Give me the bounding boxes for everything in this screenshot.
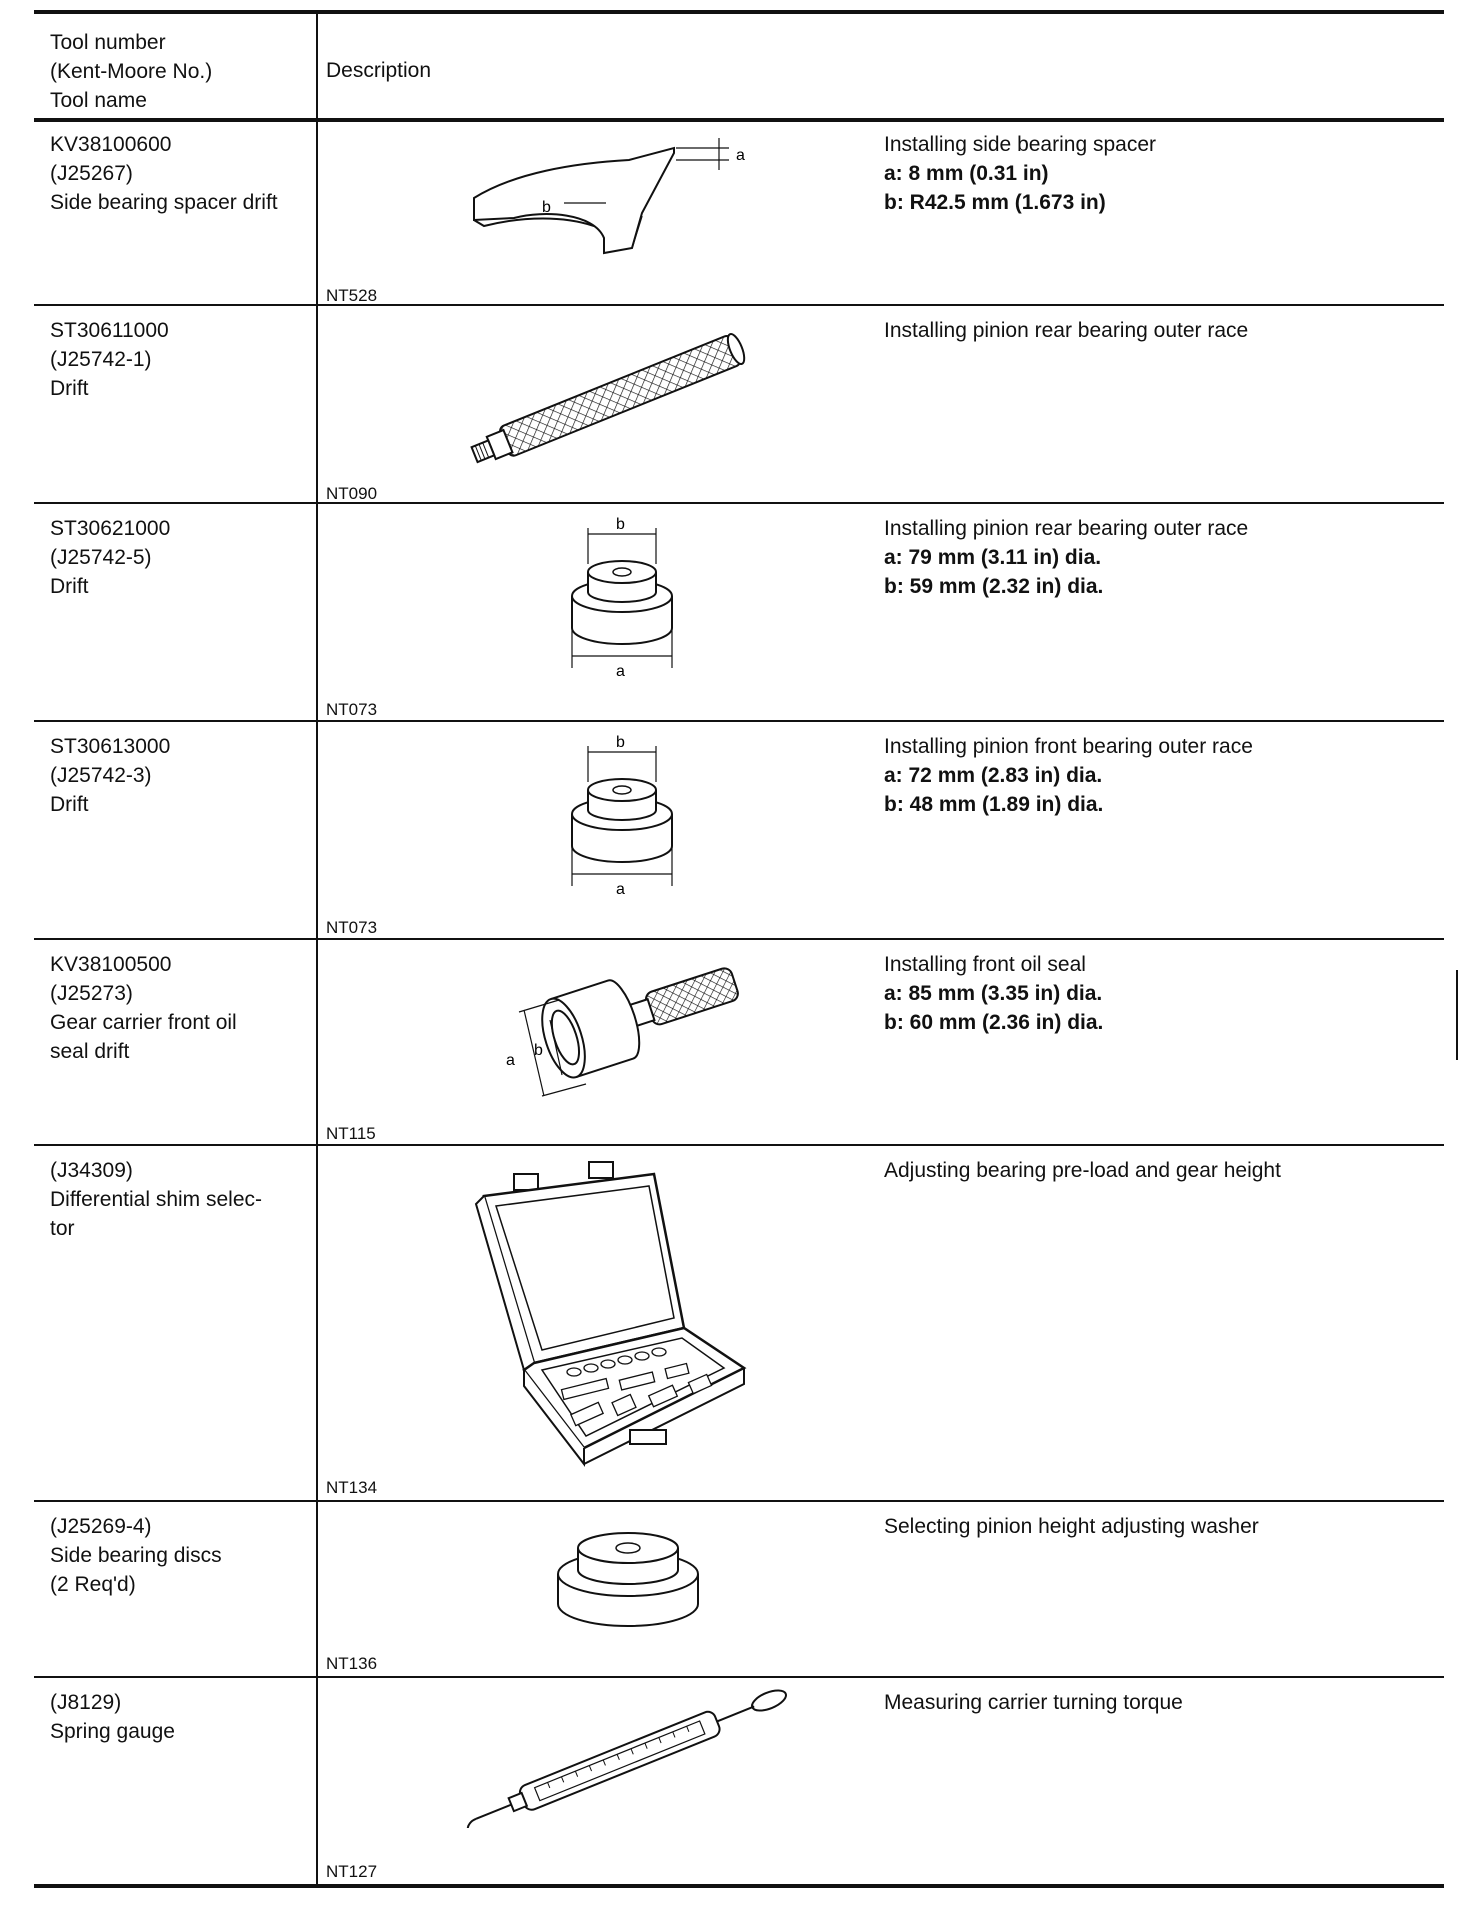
table-row [34,304,1444,502]
dimension-label-b: b [616,734,625,751]
row-rule [34,1676,1444,1678]
dimension-label-a: a [616,663,625,680]
figure-code: NT073 [326,700,378,719]
header-rule [34,118,1444,122]
tool-id: KV38100500 (J25273) Gear carrier front oil seal drift [50,953,237,1063]
tool-description [884,316,1434,345]
knurled-drift-handle-icon [444,324,784,464]
description-text: Installing front oil seal [884,953,1086,976]
table-row [34,938,1444,1144]
tool-id: KV38100600 (J25267) Side bearing spacer drift [50,133,278,214]
header-tool-column: Tool number (Kent-Moore No.) Tool name [50,31,213,112]
description-text: Installing pinion front bearing outer race [884,735,1253,758]
tool-description [884,1688,1434,1717]
description-text: Adjusting bearing pre-load and gear height [884,1159,1281,1182]
oil-seal-drift-icon [474,950,764,1110]
bearing-disc-icon [544,1518,714,1638]
spacer-drift-icon [454,138,784,288]
tool-id: ST30611000 (J25742-1) Drift [50,319,169,400]
description-text: Installing pinion rear bearing outer race [884,517,1249,540]
dimension-label-a: a [736,147,745,164]
table-bottom-rule [34,1884,1444,1888]
figure-code: NT115 [326,1124,376,1143]
tool-description [884,514,1434,601]
row-rule [34,502,1444,504]
description-text: Measuring carrier turning torque [884,1691,1183,1714]
dimension-label-b: b [534,1042,543,1059]
spec-a: a: 8 mm (0.31 in) [884,162,1049,185]
dimension-label-b: b [616,516,625,533]
description-text: Selecting pinion height adjusting washer [884,1515,1259,1538]
tool-id: (J25269-4) Side bearing discs (2 Req'd) [50,1515,222,1596]
tool-description [884,1156,1434,1185]
tool-description [884,950,1434,1037]
tool-id: (J8129) Spring gauge [50,1691,175,1743]
shim-selector-case-icon [454,1158,784,1468]
spec-b: b: 59 mm (2.32 in) dia. [884,575,1104,598]
table-row [34,1144,1444,1500]
tool-description [884,130,1434,217]
spec-a: a: 72 mm (2.83 in) dia. [884,764,1103,787]
row-rule [34,304,1444,306]
table-header [34,14,1444,124]
dimension-label-b: b [542,199,551,216]
description-text: Installing pinion rear bearing outer race [884,319,1249,342]
row-rule [34,1144,1444,1146]
description-text: Installing side bearing spacer [884,133,1156,156]
margin-change-bar [1456,970,1458,1060]
tool-description [884,732,1434,819]
stepped-drift-icon [554,734,704,904]
row-rule [34,1500,1444,1502]
tool-id: ST30613000 (J25742-3) Drift [50,735,171,816]
figure-code: NT127 [326,1862,378,1881]
table-row [34,1500,1444,1676]
stepped-drift-icon [554,516,704,686]
dimension-label-a: a [616,881,625,898]
row-rule [34,938,1444,940]
tool-description [884,1512,1434,1541]
spring-gauge-icon [434,1688,814,1828]
figure-code: NT073 [326,918,378,937]
spec-b: b: R42.5 mm (1.673 in) [884,191,1106,214]
figure-code: NT136 [326,1654,378,1673]
spec-a: a: 79 mm (3.11 in) dia. [884,546,1102,569]
table-row [34,502,1444,720]
header-description-column: Description [326,59,432,82]
figure-code: NT134 [326,1478,378,1497]
tool-id: ST30621000 (J25742-5) Drift [50,517,171,598]
table-row [34,118,1444,304]
spec-b: b: 60 mm (2.36 in) dia. [884,1011,1104,1034]
figure-code: NT528 [326,286,378,305]
spec-a: a: 85 mm (3.35 in) dia. [884,982,1103,1005]
spec-b: b: 48 mm (1.89 in) dia. [884,793,1104,816]
dimension-label-a: a [506,1052,515,1069]
table-row [34,1676,1444,1884]
table-row [34,720,1444,938]
figure-code: NT090 [326,484,378,503]
row-rule [34,720,1444,722]
tool-id: (J34309) Differential shim selec- tor [50,1159,263,1240]
